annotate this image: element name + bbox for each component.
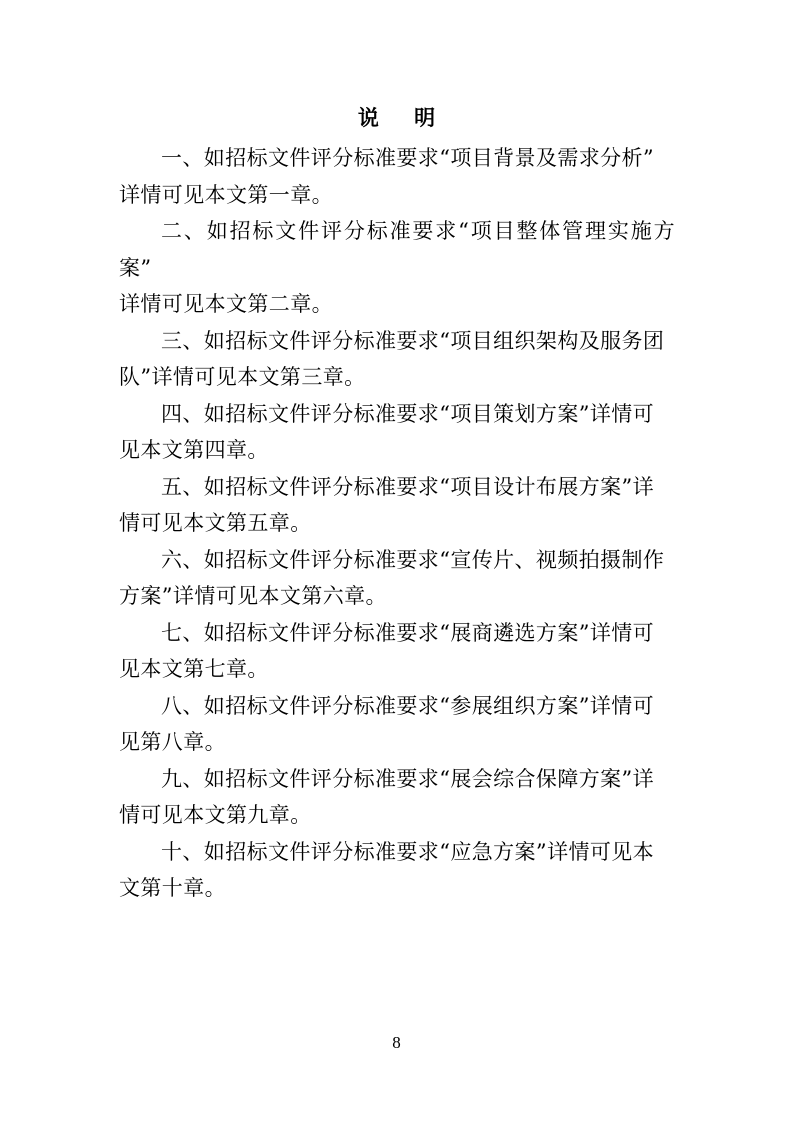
paragraph-line: 详情可见本文第一章。 <box>119 182 333 207</box>
paragraph-9 <box>119 761 675 834</box>
paragraph-5 <box>119 469 675 542</box>
paragraph-line: 五、如招标文件评分标准要求“项目设计布展方案”详 <box>161 474 655 499</box>
paragraph-line: 九、如招标文件评分标准要求“展会综合保障方案”详 <box>161 766 655 791</box>
paragraph-4 <box>119 396 675 469</box>
page-title: 说 明 <box>357 105 450 130</box>
paragraph-line: 方案”详情可见本文第六章。 <box>119 584 387 608</box>
paragraph-line: 情可见本文第五章。 <box>119 511 312 535</box>
document-body <box>119 140 675 907</box>
paragraph-line: 四、如招标文件评分标准要求“项目策划方案”详情可 <box>161 401 655 426</box>
paragraph-2 <box>119 213 675 323</box>
paragraph-8 <box>119 688 675 761</box>
paragraph-line: 一、如招标文件评分标准要求“项目背景及需求分析” <box>161 146 655 170</box>
paragraph-7 <box>119 615 675 688</box>
paragraph-line: 八、如招标文件评分标准要求“参展组织方案”详情可 <box>161 693 655 718</box>
paragraph-line: 见第八章。 <box>119 730 226 754</box>
paragraph-line: 见本文第四章。 <box>119 438 269 462</box>
paragraph-line: 三、如招标文件评分标准要求“项目组织架构及服务团 <box>161 328 665 353</box>
paragraph-10 <box>119 834 675 907</box>
paragraph-line: 七、如招标文件评分标准要求“展商遴选方案”详情可 <box>161 620 655 645</box>
paragraph-line: 队”详情可见本文第三章。 <box>119 365 366 389</box>
paragraph-line: 二、如招标文件评分标准要求“项目整体管理实施方案” <box>119 219 675 280</box>
paragraph-line: 文第十章。 <box>119 876 226 900</box>
paragraph-line: 情可见本文第九章。 <box>119 803 312 827</box>
paragraph-line: 十、如招标文件评分标准要求“应急方案”详情可见本 <box>161 839 655 864</box>
paragraph-line: 见本文第七章。 <box>119 657 269 681</box>
paragraph-line: 六、如招标文件评分标准要求“宣传片、视频拍摄制作 <box>161 547 665 572</box>
paragraph-6 <box>119 542 675 615</box>
page-number: 8 <box>392 1033 401 1052</box>
paragraph-3 <box>119 323 675 396</box>
paragraph-1 <box>119 140 675 213</box>
paragraph-line: 详情可见本文第二章。 <box>119 292 333 316</box>
